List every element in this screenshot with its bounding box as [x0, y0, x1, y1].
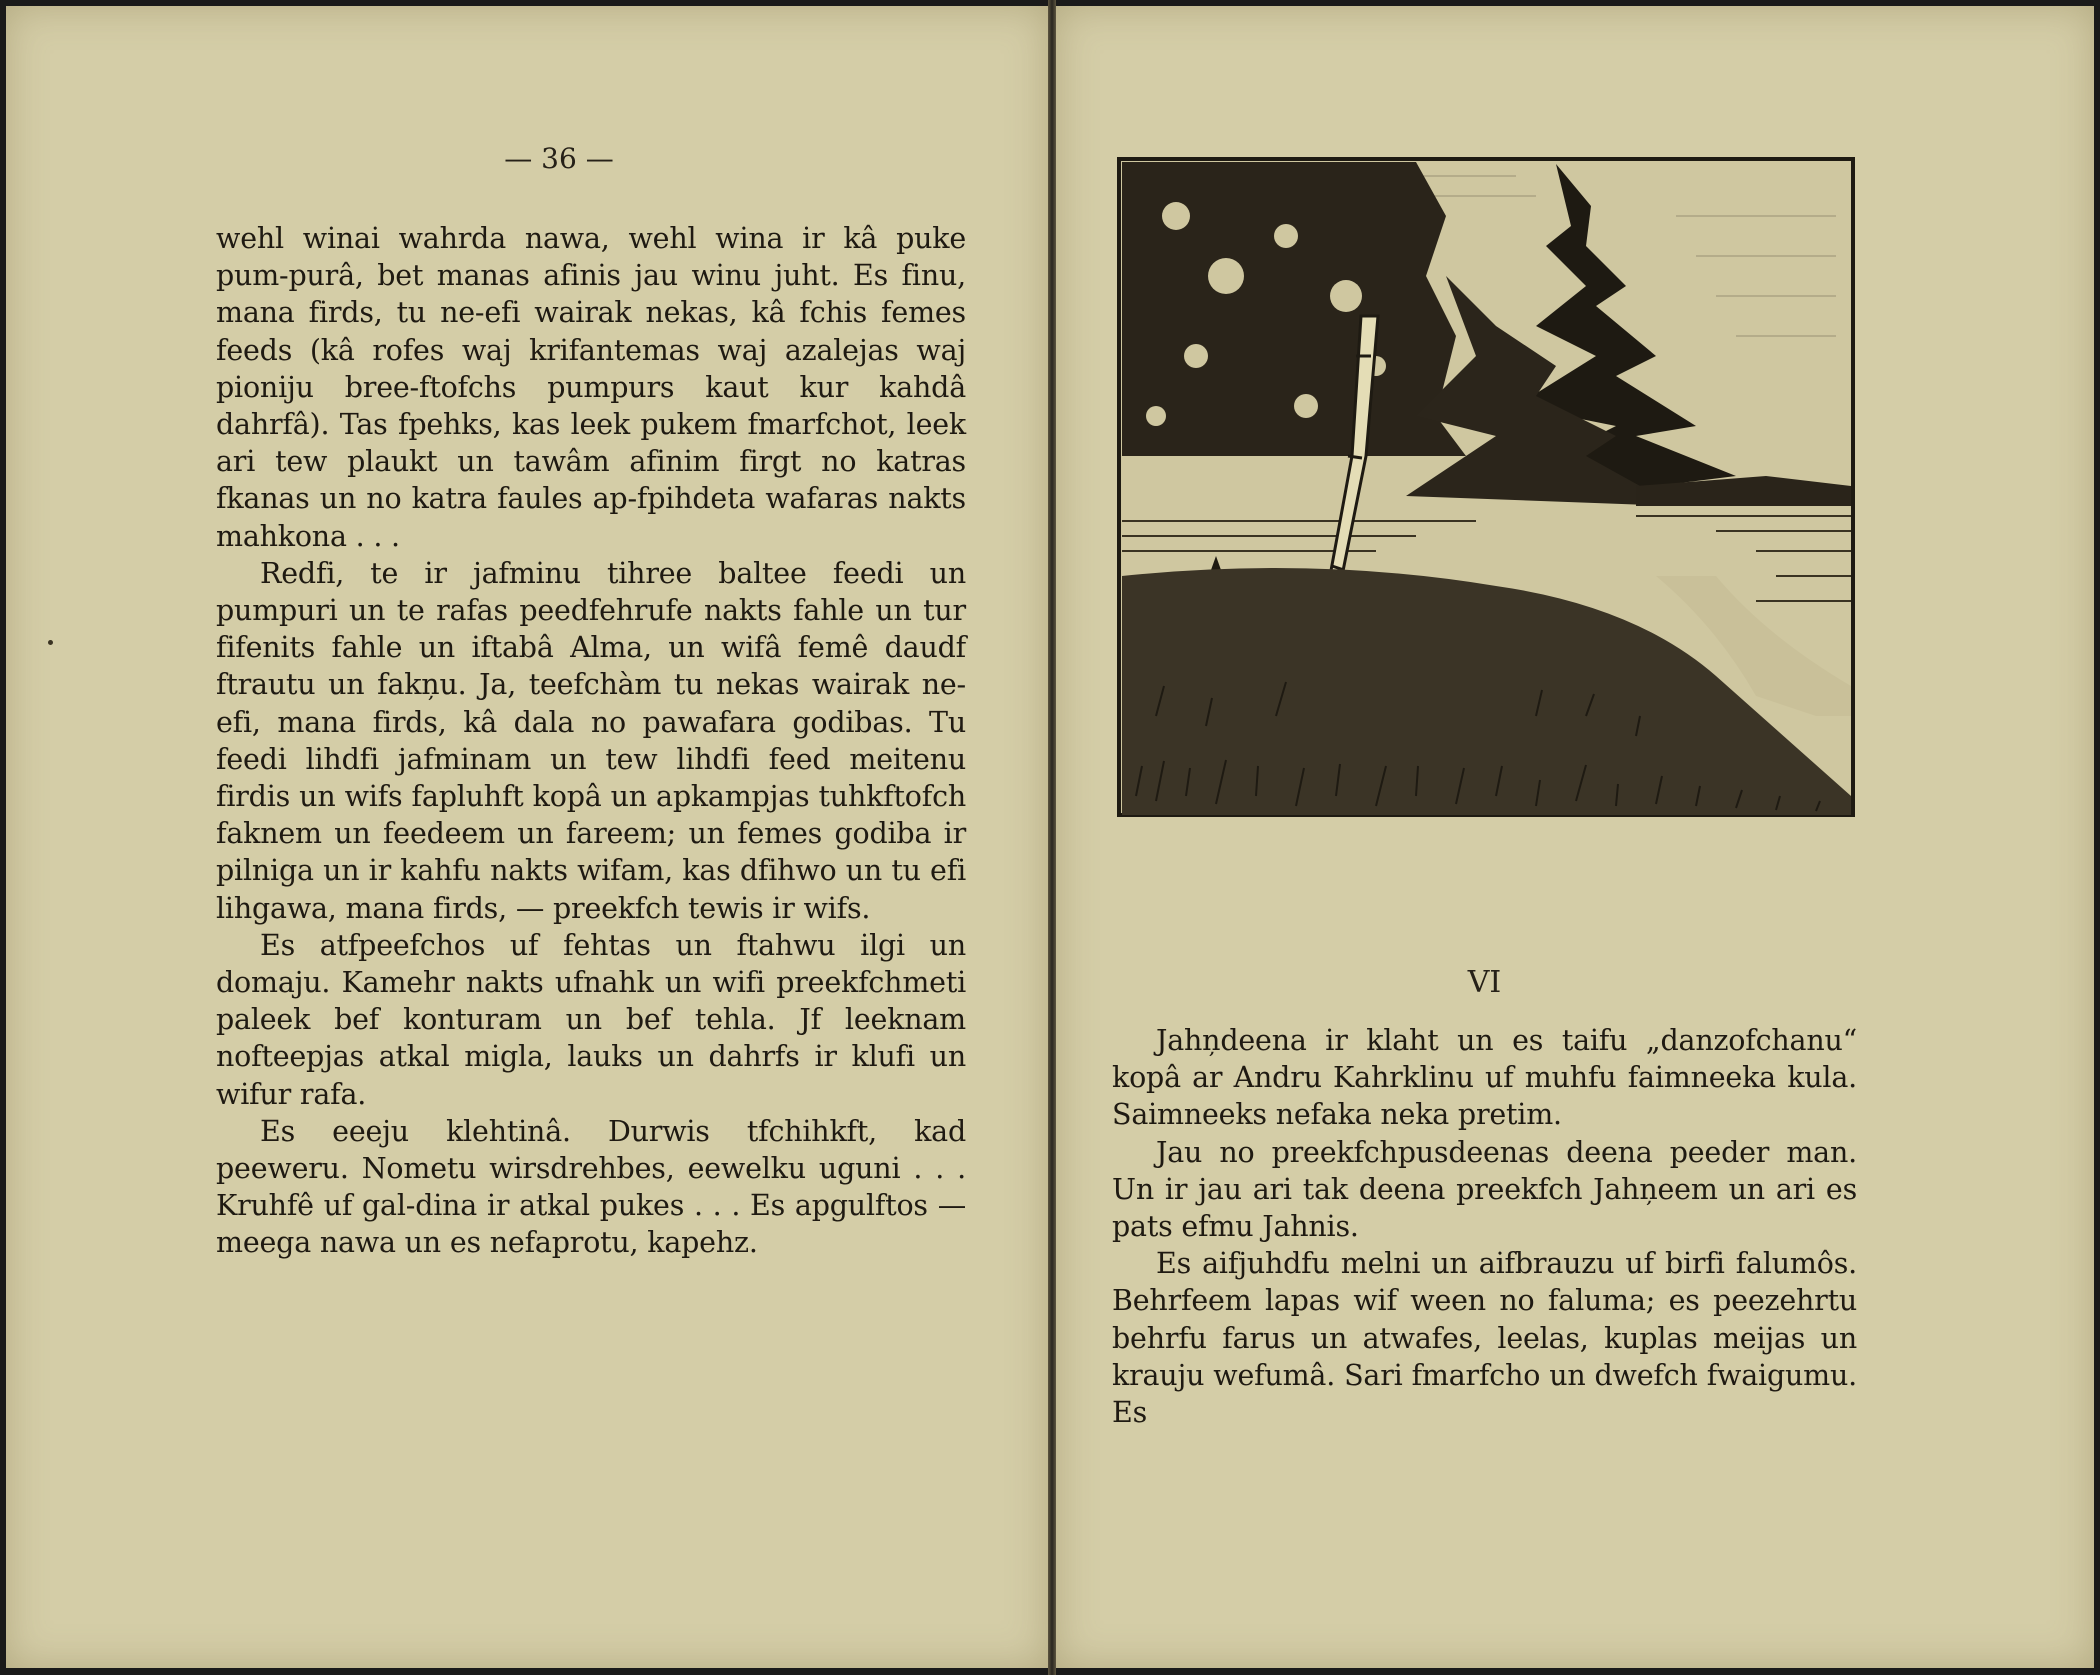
paragraph: Jahņdeena ir klaht un es taifu „danzofchanu“ kopâ ar Andru Kahrklinu uf muhfu faimneeka kula. Saimneeks nefaka neka pretim. — [1112, 1024, 1857, 1132]
paragraph: wehl winai wahrda nawa, wehl wina ir kâ puke pum-purâ, bet manas afinis jau winu juht. Es finu, mana firds, tu ne-efi wairak nekas, kâ fchis femes feeds (kâ rofes waj krifantemas waj azalejas waj pioniju bree-ftofchs pumpurs kaut kur kahdâ dahrfâ). Tas fpehks, kas leek pukem fmarfchot, leek ari tew plaukt un tawâm afinim firgt no katras fkanas un no katra faules ap-fpihdeta wafaras nakts mahkona . . . — [216, 222, 966, 553]
paragraph: Es aifjuhdfu melni un aifbrauzu uf birfi falumôs. Behrfeem lapas wif ween no faluma; es peezehrtu behrfu farus un atwafes, leelas, kuplas meijas un krauju wefumâ. Sari fmarfcho un dwefch fwaigumu. Es — [1112, 1247, 1857, 1430]
right-page-text — [1112, 1022, 1857, 1431]
forest-landscape-engraving-icon — [1116, 156, 1856, 818]
paragraph: Redfi, te ir jafminu tihree baltee feedi un pumpuri un te rafas peedfehrufe nakts fahle un tur fifenits fahle un iftabâ Alma, un wifâ femê daudf ftrautu un fakņu. Ja, teefchàm tu nekas wairak ne-efi, mana firds, kâ dala no pawafara godibas. Tu feedi lihdfi jafminam un tew lihdfi feed meitenu firdis un wifs fapluhft kopâ un apkampjas tuhkftofch faknem un feedeem un fareem; un femes godiba ir pilniga un ir kahfu nakts wifam, kas dfihwo un tu efi lihgawa, mana firds, — preekfch tewis ir wifs. — [216, 556, 966, 925]
left-page-text — [216, 220, 966, 1262]
chapter-heading: VI — [1467, 965, 1502, 1000]
page-number: — 36 — — [504, 142, 614, 175]
page-speck — [48, 640, 53, 645]
book-gutter — [1048, 0, 1056, 1675]
paragraph: Es eeeju klehtinâ. Durwis tfchihkft, kad peeweru. Nometu wirsdrehbes, eewelku uguni . . . Kruhfê uf gal-dina ir atkal pukes . . . Es apgulftos — meega nawa un es nefaprotu, kapehz. — [216, 1114, 966, 1260]
paragraph: Es atfpeefchos uf fehtas un ftahwu ilgi un domaju. Kamehr nakts ufnahk un wifi preekfchmeti paleek bef konturam un bef tehla. Jf leeknam nofteepjas atkal migla, lauks un dahrfs ir klufi un wifur rafa. — [216, 928, 966, 1111]
paragraph: Jau no preekfchpusdeenas deena peeder man. Un ir jau ari tak deena preekfch Jahņeem un ari es pats efmu Jahnis. — [1112, 1135, 1857, 1244]
